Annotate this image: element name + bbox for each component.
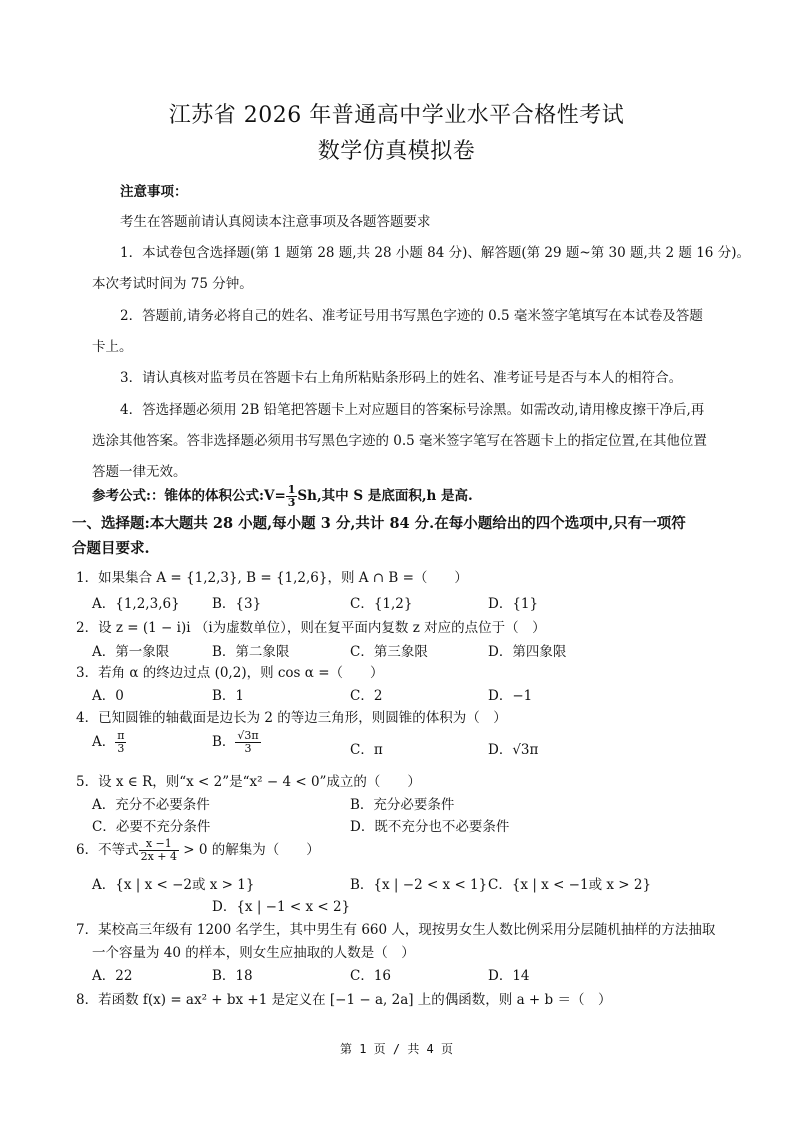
notice-item-2: 2．答题前,请务必将自己的姓名、准考证号用书写黑色字迹的 0.5 毫米签字笔填写在本试卷及答题: [120, 308, 703, 324]
question-7-cont: 一个容量为 40 的样本，则女生应抽取的人数是（ ）: [92, 945, 415, 961]
q4-option-a: A． $\frac{\pi}{3}$: [92, 729, 125, 755]
notice-item-4: 4．答选择题必须用 2B 铅笔把答题卡上对应题目的答案标号涂黑。如需改动,请用橡皮擦干净后,再: [120, 402, 705, 418]
question-5: 5．设 x ∈ R，则“x < 2”是“x² − 4 < 0”成立的（ ）: [76, 774, 421, 790]
question-7: 7．某校高三年级有 1200 名学生，其中男生有 660 人，现按男女生人数比例采用分层随机抽样的方法抽取: [76, 922, 716, 938]
q7-option-b: B．18: [212, 968, 253, 984]
q3-option-c: C．2: [350, 688, 383, 704]
q7-option-a: A．22: [92, 968, 133, 984]
q1-option-a: A．{1,2,3,6}: [92, 596, 180, 612]
q2-option-d: D．第四象限: [488, 644, 567, 660]
q3-option-b: B．1: [212, 688, 245, 704]
q2-option-a: A．第一象限: [92, 644, 170, 660]
q6-option-c: C．{x | x < −1或 x > 2}: [488, 877, 652, 893]
notice-intro: 考生在答题前请认真阅读本注意事项及各题答题要求: [120, 214, 431, 230]
notice-item-4-cont: 选涂其他答案。答非选择题必须用书写黑色字迹的 0.5 毫米签字笔写在答题卡上的指定位置,在其他位置: [92, 433, 707, 449]
question-4: 4．已知圆锥的轴截面是边长为 2 的等边三角形，则圆锥的体积为（ ）: [76, 710, 507, 726]
q2-option-c: C．第三象限: [350, 644, 428, 660]
question-2: 2．设 z = (1 − i)i （i为虚数单位），则在复平面内复数 z 对应的点位于（ ）: [76, 620, 546, 636]
question-1: 1．如果集合 A = {1,2,3}, B = {1,2,6}，则 A ∩ B =（ ）: [76, 570, 468, 586]
question-6: 6．不等式 $\frac{x -1}{2x + 4}$ > 0 的解集为（ ）: [76, 837, 320, 863]
notice-item-3: 3．请认真核对监考员在答题卡右上角所粘贴条形码上的姓名、准考证号是否与本人的相符合。: [120, 370, 683, 386]
exam-subtitle: 数学仿真模拟卷: [317, 139, 476, 164]
section-heading-cont: 合题目要求.: [72, 540, 150, 557]
q4-option-c: C．π: [350, 742, 383, 758]
notice-heading: 注意事项：: [120, 184, 188, 200]
q3-option-d: D．−1: [488, 688, 533, 704]
q5-option-a: A．充分不必要条件: [92, 797, 210, 813]
q6-option-a: A．{x | x < −2或 x > 1}: [92, 877, 255, 893]
notice-item-1: 1．本试卷包含选择题(第 1 题第 28 题,共 28 小题 84 分)、解答题(第 29 题~第 30 题,共 2 题 16 分)。: [120, 245, 750, 261]
q7-option-d: D．14: [488, 968, 530, 984]
notice-item-4-cont2: 答题一律无效。: [92, 464, 187, 480]
question-3: 3．若角 α 的终边过点 (0,2)，则 cos α =（ ）: [76, 665, 384, 681]
q1-option-d: D．{1}: [488, 596, 539, 612]
q5-option-d: D．既不充分也不必要条件: [350, 819, 510, 835]
q4-option-b: B． $\frac{√3\pi}{3}$: [212, 729, 259, 755]
q5-option-b: B．充分必要条件: [350, 797, 455, 813]
q2-option-b: B．第二象限: [212, 644, 290, 660]
notice-item-1-cont: 本次考试时间为 75 分钟。: [92, 276, 253, 292]
q1-option-b: B．{3}: [212, 596, 262, 612]
exam-title: 江苏省 2026 年普通高中学业水平合格性考试: [168, 103, 625, 128]
q5-option-c: C．必要不充分条件: [92, 819, 211, 835]
q1-option-c: C．{1,2}: [350, 596, 413, 612]
question-8: 8．若函数 f(x) = ax² + bx +1 是定义在 [−1 − a, 2a] 上的偶函数，则 a + b ＝（ ）: [76, 992, 612, 1008]
q4-option-d: D．√3π: [488, 742, 539, 758]
reference-formula: 参考公式:：锥体的体积公式:V= $\frac{1}{3}$ Sh,其中 S 是底面积,h 是高.: [92, 483, 473, 509]
notice-item-2-cont: 卡上。: [92, 339, 133, 355]
q7-option-c: C．16: [350, 968, 392, 984]
section-heading: 一、选择题:本大题共 28 小题,每小题 3 分,共计 84 分.在每小题给出的四个选项中,只有一项符: [72, 515, 686, 532]
q6-option-b: B．{x | −2 < x < 1}: [350, 877, 488, 893]
page-footer: 第 1 页 / 共 4 页: [339, 1042, 454, 1056]
q3-option-a: A．0: [92, 688, 124, 704]
q6-option-d: D．{x | −1 < x < 2}: [212, 899, 351, 915]
